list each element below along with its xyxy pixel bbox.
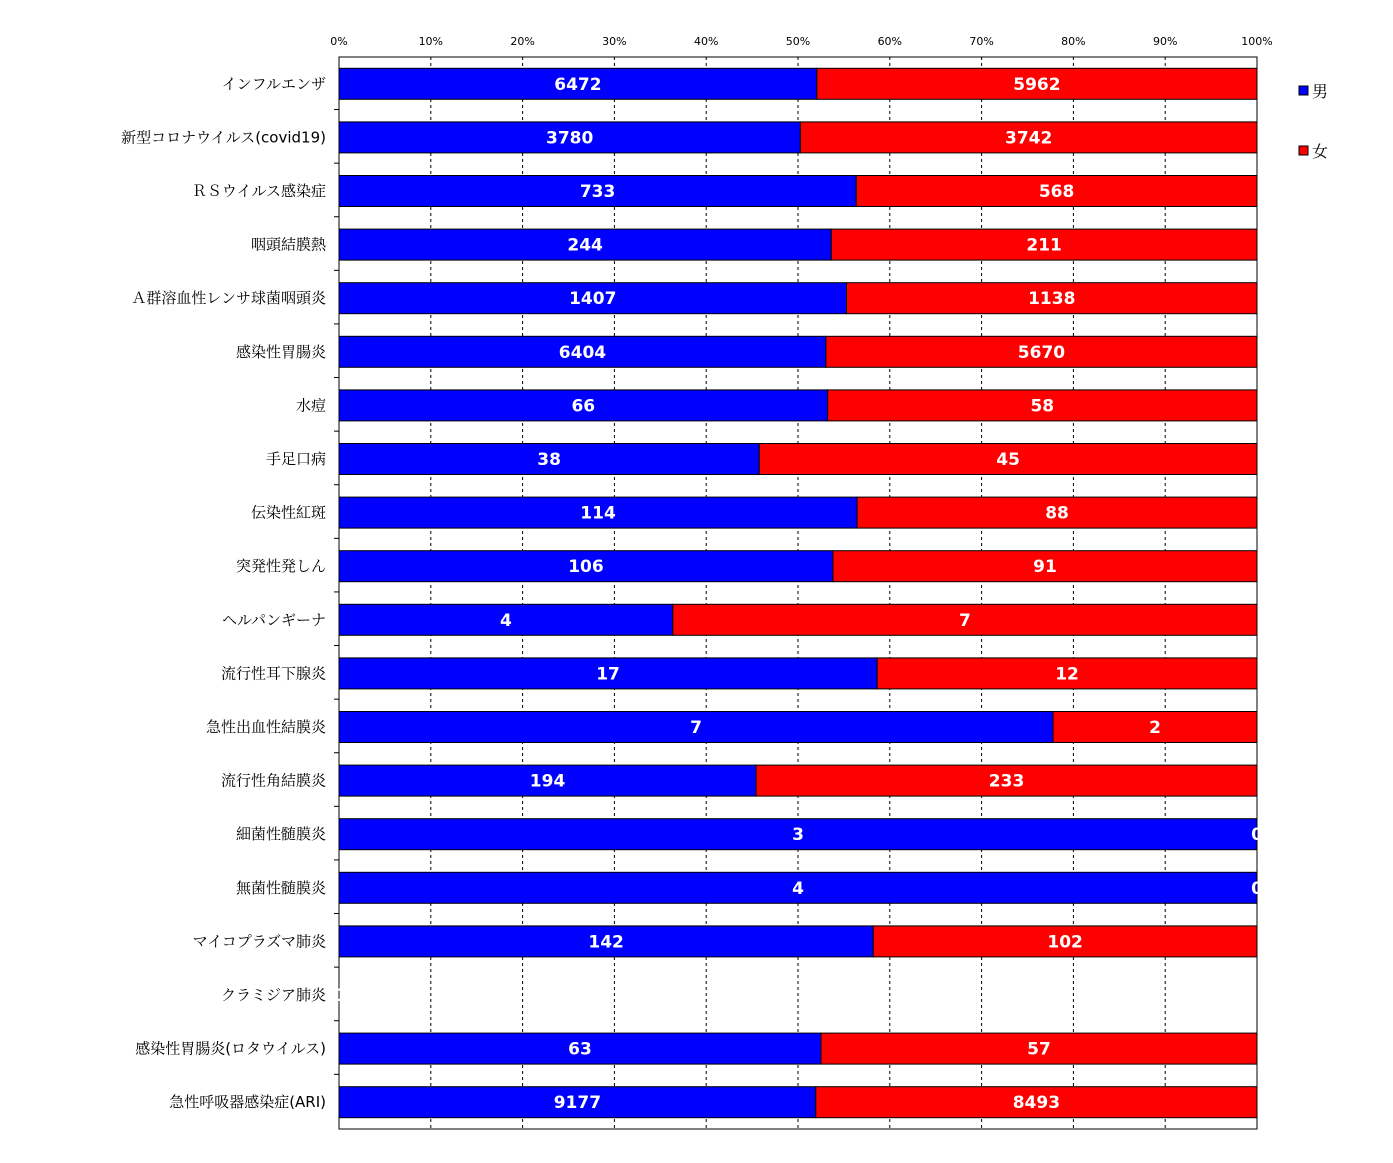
data-label-female: 3742 (1004, 128, 1053, 149)
category-label: 急性出血性結膜炎 (205, 718, 326, 736)
data-label-male: 244 (567, 235, 603, 256)
data-label-female: 88 (1045, 503, 1069, 524)
data-label-female: 58 (1030, 396, 1055, 417)
category-label: 新型コロナウイルス(covid19) (121, 128, 326, 147)
legend-swatch-female (1299, 146, 1308, 155)
data-label-male: 7 (690, 718, 702, 738)
data-label-male: 17 (596, 664, 620, 685)
category-label: 細菌性髄膜炎 (235, 825, 326, 844)
legend-label-male: 男 (1312, 82, 1329, 101)
category-label: 感染性胃腸炎(ロタウイルス) (135, 1039, 326, 1058)
data-label-female: 233 (988, 771, 1025, 792)
data-label-female: 5962 (1013, 74, 1061, 95)
data-label-male: 194 (529, 771, 566, 792)
legend (1299, 82, 1328, 161)
data-label-female: 0 (1251, 878, 1263, 899)
category-label: ヘルパンギーナ (222, 610, 326, 629)
data-label-female: 2 (1149, 718, 1161, 738)
data-label-male: 3780 (545, 128, 594, 149)
data-label-male: 4 (792, 878, 804, 899)
data-label-male: 4 (499, 610, 512, 631)
x-tick-label: 20% (510, 35, 535, 48)
category-label: インフルエンザ (221, 74, 326, 93)
category-label: 手足口病 (265, 450, 326, 468)
category-label: 急性呼吸器感染症(ARI) (169, 1093, 326, 1112)
data-label-female: 8493 (1012, 1093, 1061, 1114)
category-label: 無菌性髄膜炎 (235, 878, 326, 897)
data-label-female: 5670 (1017, 342, 1066, 363)
x-tick-label: 70% (969, 35, 994, 48)
data-label-male: 6472 (554, 74, 602, 95)
plot-frame (334, 57, 1257, 1129)
category-label: 咽頭結膜熱 (250, 235, 326, 254)
data-label-female: 0 (1251, 825, 1263, 846)
x-tick-label: 90% (1152, 35, 1178, 48)
data-label-male: 3 (792, 825, 804, 846)
x-tick-label: 10% (418, 35, 444, 48)
x-tick-label: 80% (1061, 35, 1086, 48)
data-label-male: 106 (568, 557, 604, 578)
data-label-female: 12 (1055, 664, 1079, 685)
category-label: Ａ群溶血性レンサ球菌咽頭炎 (131, 289, 326, 308)
category-label: 突発性発しん (235, 557, 326, 576)
x-tick-label: 100% (1241, 35, 1273, 48)
category-label: ＲＳウイルス感染症 (191, 182, 326, 200)
data-label-male: 733 (579, 182, 616, 202)
category-label: クラミジア肺炎 (220, 986, 326, 1004)
data-label-female: 91 (1033, 557, 1057, 578)
data-label-female: 568 (1038, 182, 1075, 202)
category-label: 流行性耳下腺炎 (220, 664, 326, 683)
gridlines (431, 57, 1165, 1129)
category-label: 流行性角結膜炎 (220, 771, 326, 790)
x-axis-ticks (330, 35, 1272, 48)
data-label-male: 6404 (558, 342, 607, 363)
category-label: 伝染性紅斑 (250, 503, 326, 522)
category-label: マイコプラズマ肺炎 (192, 932, 326, 951)
x-tick-label: 50% (785, 35, 811, 48)
category-label: 水痘 (295, 396, 326, 415)
x-tick-label: 60% (877, 35, 903, 48)
data-label-female: 1138 (1028, 289, 1076, 310)
legend-swatch-male (1299, 86, 1308, 95)
data-label-female: 102 (1047, 932, 1083, 953)
x-tick-label: 40% (693, 35, 719, 48)
data-label-zero: 0 (333, 986, 345, 1006)
data-label-male: 142 (588, 932, 624, 953)
data-label-female: 57 (1027, 1039, 1051, 1060)
category-labels (121, 75, 327, 1111)
data-label-female: 211 (1026, 235, 1062, 256)
x-tick-label: 30% (602, 35, 627, 48)
data-label-male: 9177 (553, 1093, 602, 1114)
data-label-female: 7 (958, 610, 971, 631)
data-label-male: 63 (568, 1039, 592, 1060)
data-label-male: 66 (571, 396, 596, 417)
data-label-male: 1407 (569, 289, 617, 310)
x-tick-label: 0% (330, 35, 348, 48)
legend-label-female: 女 (1312, 142, 1329, 161)
data-label-female: 45 (996, 450, 1020, 470)
category-label: 感染性胃腸炎 (235, 342, 326, 361)
data-label-male: 114 (580, 503, 616, 524)
data-label-male: 38 (537, 450, 561, 470)
